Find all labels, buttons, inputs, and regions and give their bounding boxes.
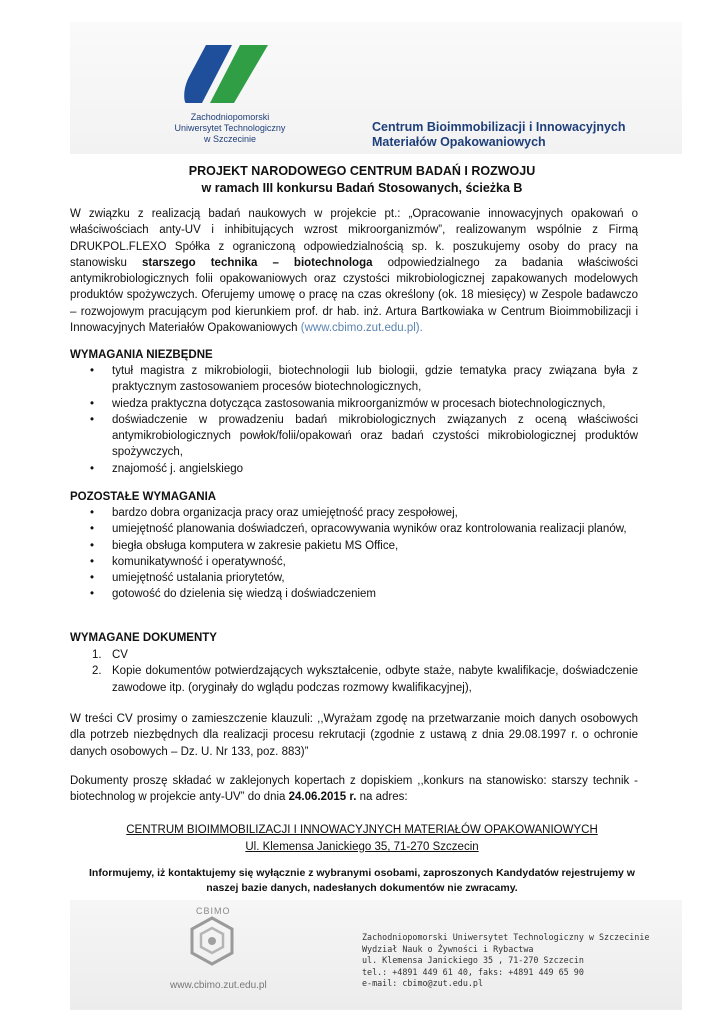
cbimo-logo-icon [190,916,234,966]
list-item: • wiedza praktyczna dotycząca zastosowania mikroorganizmów w procesach biotechnologicznych, [70,396,638,412]
intro-text: W związku z realizacją badań naukowych w projekcie pt.: „Opracowanie innowacyjnych opakowań o właściwościach anty-UV i inhibitujących wzrost mikroorganizmów”, realizowanym wspólnie z Firmą DRUKPOL.FLEXO Spółka z ograniczoną odpowiedzialnością sp. k. poszukujemy osoby do pracy na stanowisku [70,208,638,269]
contact-line: Wydział Nauk o Żywności i Rybactwa [362,943,534,954]
submission-paragraph [70,773,638,806]
intro-text: odpowiedzialnego za badania właściwości antymikrobiologicznych folii opakowaniowych oraz czystości mikrobiologicznej zapakowanych modelowych produktów spożywczych. Oferujemy umowę o pracę na czas określony (ok. 18 miesięcy) w Zespole badawczo – rozwojowym pracującym pod kierunkiem prof. dr hab. inż. Artura Bartkowiaka w Centrum Bioimmobilizacji i Innowacyjnych Materiałów Opakowaniowych [70,256,638,335]
item-text: Kopie dokumentów potwierdzających wykształcenie, odbyte staże, nabyte kwalifikacje, doświadczenie zawodowe itp. (oryginały do wglądu podczas rozmowy kwalifikacyjnej), [112,665,638,694]
university-name-line: w Szczecinie [203,134,257,144]
list-item: • umiejętność planowania doświadczeń, opracowywania wyników oraz kontrolowania realizacji planów, [70,521,638,537]
requirements-heading: WYMAGANIA NIEZBĘDNE [70,349,213,361]
documents-heading: WYMAGANE DOKUMENTY [70,632,217,644]
website-link[interactable]: (www.cbimo.zut.edu.pl). [300,322,423,335]
center-name-line: Centrum Bioimmobilizacji i Innowacyjnych [372,120,626,134]
item-text: CV [112,649,128,661]
other-requirements-list [70,505,638,603]
list-item: • biegła obsługa komputera w zakresie pakietu MS Office, [70,538,638,554]
item-number: 2. [92,665,102,678]
requirements-list [70,363,638,477]
university-name [158,112,302,145]
list-item: • bardzo dobra organizacja pracy oraz umiejętność pracy zespołowej, [70,505,638,521]
notice-text: Informujemy, iż kontaktujemy się wyłącznie z wybranymi osobami, zaproszonych Kandydatów rejestrujemy w naszej bazie danych, nadesłanych dokumentów nie zwracamy. [89,867,635,894]
list-item [70,663,638,696]
address-line: CENTRUM BIOIMMOBILIZACJI I INNOWACYJNYCH MATERIAŁÓW OPAKOWANIOWYCH [126,824,598,836]
list-item: • umiejętność ustalania priorytetów, [70,570,638,586]
item-number: 1. [92,649,102,661]
document-title: PROJEKT NARODOWEGO CENTRUM BADAŃ I ROZWOJU [188,164,536,178]
cbimo-logo-text: CBIMO [196,906,231,916]
submission-text: Dokumenty proszę składać w zaklejonych kopertach z dopiskiem ,,konkurs na stanowisko: starszy technik - biotechnolog w projekcie anty-UV” do dnia [70,775,638,804]
contact-line: ul. Klemensa Janickiego 35 , 71-270 Szczecin [362,955,584,965]
contact-line: tel.: +4891 449 61 40, faks: +4891 449 65 90 [362,966,584,977]
other-requirements-heading: POZOSTAŁE WYMAGANIA [70,491,217,503]
list-item: • doświadczenie w prowadzeniu badań mikrobiologicznych związanych z oceną właściwości antymikrobiologicznych powłok/folii/opakowań oraz badań czystości mikrobiologicznej produktów spożywczych, [70,412,638,461]
mailing-address [60,822,664,856]
address-line: Ul. Klemensa Janickiego 35, 71-270 Szczecin [245,841,479,853]
list-item: • znajomość j. angielskiego [70,461,638,477]
list-item [70,647,638,663]
submission-text: na adres: [356,791,408,804]
deadline-date: 24.06.2015 r. [288,791,357,804]
university-logo [184,45,274,103]
position-name: starszego technika – biotechnologa [141,256,373,269]
footer-contact [362,932,649,990]
documents-list [70,647,638,696]
center-name-line: Materiałów Opakowaniowych [372,135,546,149]
intro-paragraph [70,206,638,336]
footer-website-link[interactable]: www.cbimo.zut.edu.pl [170,980,267,991]
list-item: • tytuł magistra z mikrobiologii, biotechnologii lub biologii, gdzie tematyka pracy związana była z praktycznym zastosowaniem procesów biotechnologicznych, [70,363,638,396]
contact-line: Zachodniopomorski Uniwersytet Technologiczny w Szczecinie [362,932,650,942]
university-name-line: Uniwersytet Technologiczny [174,123,286,133]
list-item: • gotowość do dzielenia się wiedzą i doświadczeniem [70,586,638,602]
university-name-line: Zachodniopomorski [190,112,270,122]
consent-paragraph: W treści CV prosimy o zamieszczenie klauzuli: ,,Wyrażam zgodę na przetwarzanie moich danych osobowych dla potrzeb niezbędnych dla realizacji procesu rekrutacji (zgodnie z ustawą z dnia 29.08.1997 r. o ochronie danych osobowych – Dz. U. Nr 133, poz. 883)” [70,713,638,758]
center-name [372,120,626,150]
contact-line: e-mail: cbimo@zut.edu.pl [362,978,484,988]
list-item: • komunikatywność i operatywność, [70,554,638,570]
document-subtitle: w ramach III konkursu Badań Stosowanych, ścieżka B [201,181,523,195]
